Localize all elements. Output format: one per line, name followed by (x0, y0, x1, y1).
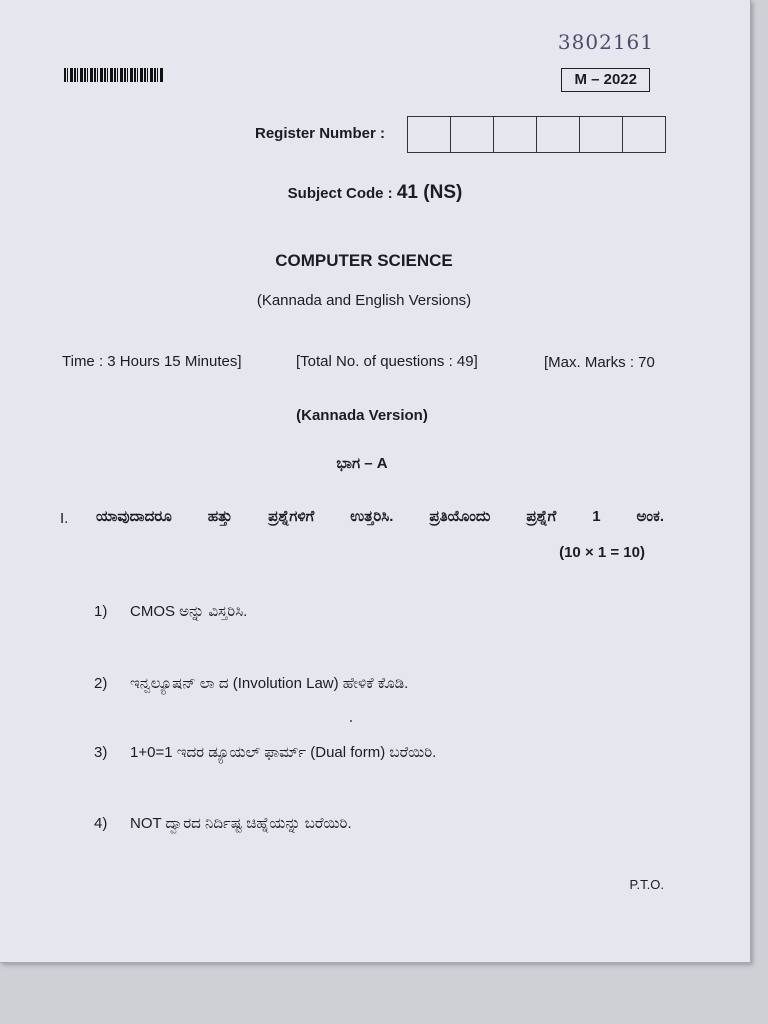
paper-speck (350, 720, 352, 722)
versions-note: (Kannada and English Versions) (256, 292, 472, 309)
question-number: 3) (94, 744, 108, 761)
subject-code-value: 41 (NS) (396, 182, 463, 203)
question-number: 4) (94, 815, 108, 832)
question-text: ಇನ್ವಲ್ಯೂಷನ್ ಲಾ ದ (Involution Law) ಹೇಳಿಕೆ ಕೊಡಿ. (130, 675, 409, 692)
register-digit-box[interactable] (579, 116, 623, 153)
register-number-boxes (408, 116, 666, 153)
paper-title: COMPUTER SCIENCE (275, 251, 453, 270)
total-questions: [Total No. of questions : 49] (296, 353, 478, 370)
register-digit-box[interactable] (493, 116, 537, 153)
subject-code (0, 182, 750, 204)
pto-marker: P.T.O. (629, 877, 664, 892)
register-digit-box[interactable] (536, 116, 580, 153)
section-number: I. (60, 510, 69, 527)
register-digit-box[interactable] (407, 116, 451, 153)
section-instruction: ಯಾವುದಾದರೂ ಹತ್ತು ಪ್ರಶ್ನೆಗಳಿಗೆ ಉತ್ತರಿಸಿ. ಪ್ರತಿಯೊಂದು ಪ್ರಶ್ನೆಗೆ 1 ಅಂಕ. (96, 508, 664, 525)
serial-number: 3802161 (557, 30, 654, 54)
part-heading: ಭಾಗ – A (336, 455, 388, 472)
max-marks: [Max. Marks : 70 (544, 354, 655, 371)
barcode-icon (64, 68, 164, 82)
question-text: CMOS ಅನ್ನು ವಿಸ್ತರಿಸಿ. (130, 603, 248, 620)
language-version-heading: (Kannada Version) (296, 407, 428, 424)
exam-duration: Time : 3 Hours 15 Minutes] (62, 353, 242, 370)
subject-code-label: Subject Code : (287, 185, 393, 202)
question-number: 2) (94, 675, 108, 692)
question-number: 1) (94, 603, 108, 620)
exam-session-box: M – 2022 (561, 68, 650, 92)
register-digit-box[interactable] (622, 116, 666, 153)
question-text: 1+0=1 ಇದರ ಡ್ಯೂಯಲ್ ಫಾರ್ಮ್ (Dual form) ಬರೆಯಿರಿ. (130, 744, 437, 761)
question-text: NOT ದ್ವಾರದ ನಿರ್ದಿಷ್ಟ ಚಿಹ್ನೆಯನ್ನು ಬರೆಯಿರಿ. (130, 815, 352, 832)
section-marks-scheme: (10 × 1 = 10) (559, 544, 645, 561)
register-number-label: Register Number : (255, 125, 386, 142)
register-digit-box[interactable] (450, 116, 494, 153)
